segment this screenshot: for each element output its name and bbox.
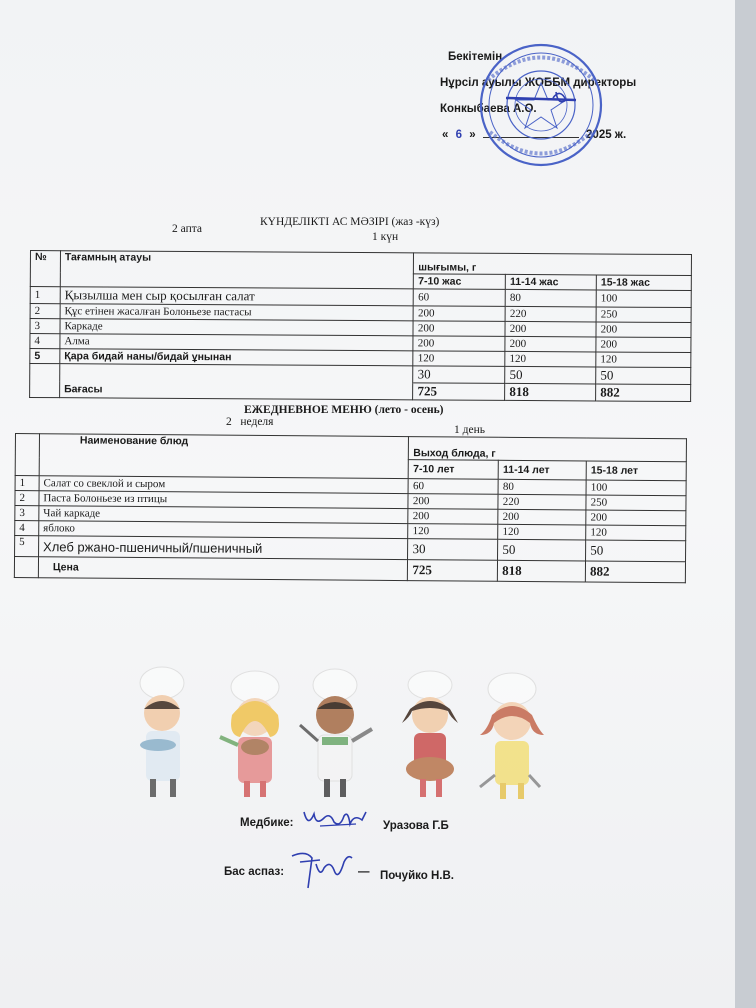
row-age2: 50 [505,366,596,384]
row-dish: Хлеб ржано-пшеничный/пшеничный [38,536,408,560]
chef-kid-3-image [300,669,372,797]
total-age2: 818 [505,383,596,401]
row-age3: 200 [596,337,691,353]
row-age2: 200 [505,336,596,352]
page-edge-background [735,0,756,1008]
ru-menu-table [14,433,687,583]
row-age3: 50 [596,367,691,385]
row-age3: 120 [586,525,686,541]
header-dish-name: Наименование блюд [39,434,409,479]
total-age3: 882 [585,561,685,583]
total-label: Бағасы [60,381,414,400]
row-num [30,364,60,398]
header-age1: 7-10 лет [409,460,499,480]
kz-week-label: 2 апта [172,223,203,235]
row-num: 1 [30,287,60,304]
date-year: 2025 ж. [586,129,627,141]
row-num: 4 [15,521,39,536]
kz-menu-title: КҮНДЕЛІКТІ АС МӘЗІРІ (жаз -күз) [260,216,440,228]
header-yield: шығымы, г [414,253,692,276]
header-dish-name: Тағамның атауы [60,251,414,289]
table-total-row [30,381,691,402]
row-dish: Қара бидай наны/бидай ұнынан [60,349,414,366]
date-close-quote: » [469,129,476,141]
row-age2: 220 [505,306,596,322]
row-age2: 80 [505,289,596,307]
row-num: 2 [15,491,39,506]
row-age1: 200 [408,509,498,525]
nurse-signature-image [300,806,370,836]
row-age1: 200 [413,306,505,322]
row-dish: Алма [60,334,414,351]
row-dish: Чай каркаде [39,506,409,524]
header-num: № [30,251,60,287]
header-age2: 11-14 жас [505,274,596,290]
total-age2: 818 [498,560,586,582]
row-age1: 30 [413,366,505,384]
row-age1: 200 [413,321,505,337]
date-open-quote: « [442,129,449,141]
row-dish [60,364,414,383]
row-dish: Құс етінен жасалған Болоньезе пастасы [60,304,414,321]
row-age2: 220 [498,494,586,510]
school-seal-image [478,40,604,170]
row-num: 3 [30,319,60,334]
row-age1: 120 [413,351,505,367]
approval-line1: Бекітемін [448,51,503,63]
row-age1: 60 [408,479,498,495]
child-chefs-illustration [120,665,570,810]
row-num: 2 [30,304,60,319]
chef-kid-4-image [402,671,458,797]
nurse-name: Уразова Г.Б [383,820,449,832]
ru-menu-title: ЕЖЕДНЕВНОЕ МЕНЮ (лето - осень) [244,404,444,416]
row-age3: 120 [596,352,691,368]
header-age1: 7-10 жас [414,274,506,290]
total-label: Цена [38,557,408,581]
cook-signature-image [286,848,356,892]
row-age3: 100 [596,290,691,308]
row-num: 5 [30,349,60,364]
row-age3: 50 [586,540,686,562]
row-age3: 250 [596,307,691,323]
row-age1: 200 [413,336,505,352]
ru-day-label: 1 день [454,424,485,436]
row-age2: 50 [498,539,586,561]
row-num: 4 [30,334,60,349]
approval-line3: Конкыбаева А.О. [440,103,537,115]
date-day: 6 [455,129,463,141]
row-dish: Салат со свеклой и сыром [39,476,409,494]
total-age3: 882 [596,384,691,402]
row-dish: Паста Болоньезе из птицы [39,491,409,509]
kz-day-label: 1 күн [372,231,399,243]
total-num-empty [14,557,38,578]
header-age2: 11-14 лет [498,460,586,480]
row-age1: 200 [408,494,498,510]
header-age3: 15-18 жас [596,275,691,291]
row-age3: 200 [586,510,686,526]
chef-kid-1-image [140,667,184,797]
total-age1: 725 [408,560,498,582]
ru-week-label: 2 неделя [226,416,274,428]
row-num: 3 [15,506,39,521]
row-dish: яблоко [39,521,409,539]
cook-dash: — [358,866,370,878]
header-age3: 15-18 лет [586,461,686,481]
approval-line2: Нұрсіл ауылы ЖОББМ директоры [440,77,637,89]
row-age2: 120 [505,351,596,367]
row-num: 5 [15,536,39,557]
table-header-row [30,251,691,276]
row-age1: 60 [414,289,506,307]
cook-name: Почуйко Н.В. [380,870,454,882]
row-age2: 80 [498,479,586,495]
chef-kid-5-image [480,673,544,799]
row-dish: Каркаде [60,319,414,336]
row-age2: 200 [505,321,596,337]
row-age3: 250 [586,495,686,511]
row-num: 1 [15,476,39,491]
row-age3: 100 [586,480,686,496]
row-age1: 30 [408,539,498,561]
cook-label: Бас аспаз: [224,866,285,878]
row-dish: Қызылша мен сыр қосылған салат [60,287,414,306]
table-header-row [15,434,686,462]
row-age1: 120 [408,524,498,540]
row-age2: 200 [498,509,586,525]
header-yield: Выход блюда, г [409,437,687,462]
total-age1: 725 [413,383,505,401]
header-num-empty [15,434,39,476]
row-age3: 200 [596,322,691,338]
chef-kid-2-image [220,671,279,797]
row-age2: 120 [498,524,586,540]
nurse-label: Медбике: [240,817,294,829]
kz-menu-table [29,250,692,402]
